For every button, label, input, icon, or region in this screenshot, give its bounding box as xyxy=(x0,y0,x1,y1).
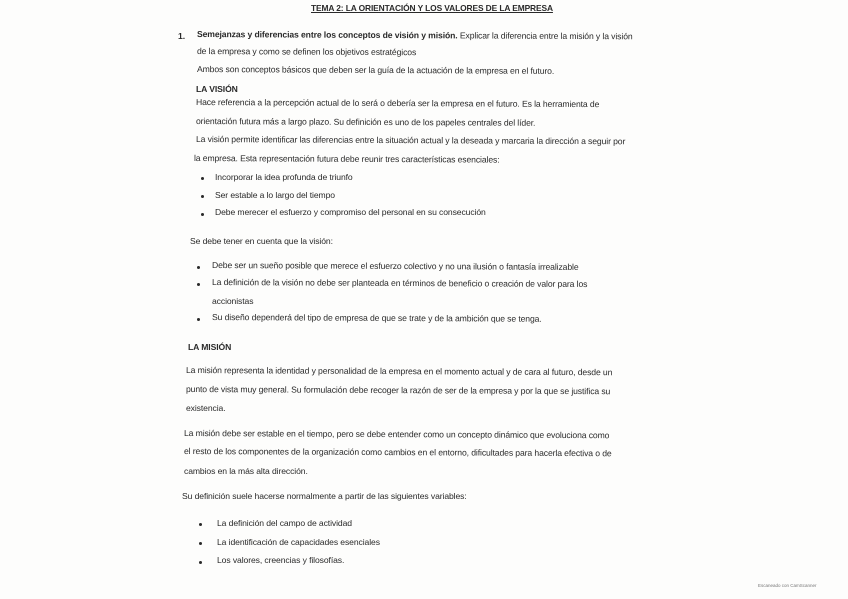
page-title: TEMA 2: LA ORIENTACIÓN Y LOS VALORES DE LA EMPRESA xyxy=(311,3,553,13)
mision-p1-line2: punto de vista muy general. Su formulación debe recoger la razón de ser de la empresa y por la que se justifica su xyxy=(185,384,611,397)
question-line-2: de la empresa y como se definen los objetivos estratégicos xyxy=(196,46,417,58)
section-number: 1. xyxy=(178,31,186,41)
mision-p1-line1: La misión representa la identidad y personalidad de la empresa en el momento actual y de cara al futuro, desde un xyxy=(185,365,613,378)
question-line-1 xyxy=(197,29,633,41)
question-bold: Semejanzas y diferencias entre los conceptos de visión y misión. xyxy=(196,29,458,41)
vision-p2-line2: la empresa. Esta representación futura debe reunir tres características esenciales: xyxy=(193,153,500,165)
bullet-icon xyxy=(201,177,204,180)
mision-p2-line1: La misión debe ser estable en el tiempo, pero se debe entender como un concepto dinámico que evoluciona como xyxy=(183,428,610,441)
mision-p1-line3: existencia. xyxy=(186,403,226,413)
mision-bullet-2: La identificación de capacidades esenciales xyxy=(217,537,380,547)
vision-heading: LA VISIÓN xyxy=(196,84,238,94)
bullet-icon xyxy=(199,523,202,526)
consider-bullet-2-line2: accionistas xyxy=(212,296,254,306)
bullet-icon xyxy=(197,283,200,286)
vision-consider: Se debe tener en cuenta que la visión: xyxy=(190,236,333,246)
mision-heading: LA MISIÓN xyxy=(188,342,232,352)
bullet-icon xyxy=(201,213,204,216)
vision-p2-line1: La visión permite identificar las diferencias entre la situación actual y la deseada y marcaria la dirección a seguir por xyxy=(195,134,626,147)
mision-bullet-3: Los valores, creencias y filosofías. xyxy=(217,555,345,565)
mision-p2-line2: el resto de los componentes de la organización como cambios en el entorno, dificultades para hacerla efectiva o de xyxy=(183,446,612,459)
bullet-icon xyxy=(201,195,204,198)
vision-p1-line2: orientación futura más a largo plazo. Su definición es uno de los papeles centrales del líder. xyxy=(195,116,536,128)
bullet-icon xyxy=(199,542,202,545)
question-rest: Explicar la diferencia entre la misión y la visión xyxy=(459,30,633,42)
mision-bullet-1: La definición del campo de actividad xyxy=(217,518,352,528)
vision-p1-line1: Hace referencia a la percepción actual de lo será o debería ser la empresa en el futuro. Es la herramienta de xyxy=(195,97,600,110)
intro-text: Ambos son conceptos básicos que deben ser la guía de la actuación de la empresa en el futuro. xyxy=(196,64,555,76)
consider-bullet-3: Su diseño dependerá del tipo de empresa de que se trate y de la ambición que se tenga. xyxy=(211,312,542,324)
mision-p2-line3: cambios en la más alta dirección. xyxy=(184,466,308,476)
bullet-icon xyxy=(197,318,200,321)
vision-bullet-1: Incorporar la idea profunda de triunfo xyxy=(215,172,353,182)
consider-bullet-1: Debe ser un sueño posible que merece el esfuerzo colectivo y no una ilusión o fantasía irrealizable xyxy=(211,260,579,272)
mision-p3: Su definición suele hacerse normalmente a partir de las siguientes variables: xyxy=(182,491,467,501)
bullet-icon xyxy=(199,561,202,564)
vision-bullet-2: Ser estable a lo largo del tiempo xyxy=(215,190,335,200)
bullet-icon xyxy=(197,266,200,269)
consider-bullet-2-line1: La definición de la visión no debe ser planteada en términos de beneficio o creación de valor para los xyxy=(211,277,588,289)
scanner-watermark: Escaneado con CamScanner xyxy=(758,583,817,588)
vision-bullet-3: Debe merecer el esfuerzo y compromiso del personal en su consecución xyxy=(215,207,486,217)
